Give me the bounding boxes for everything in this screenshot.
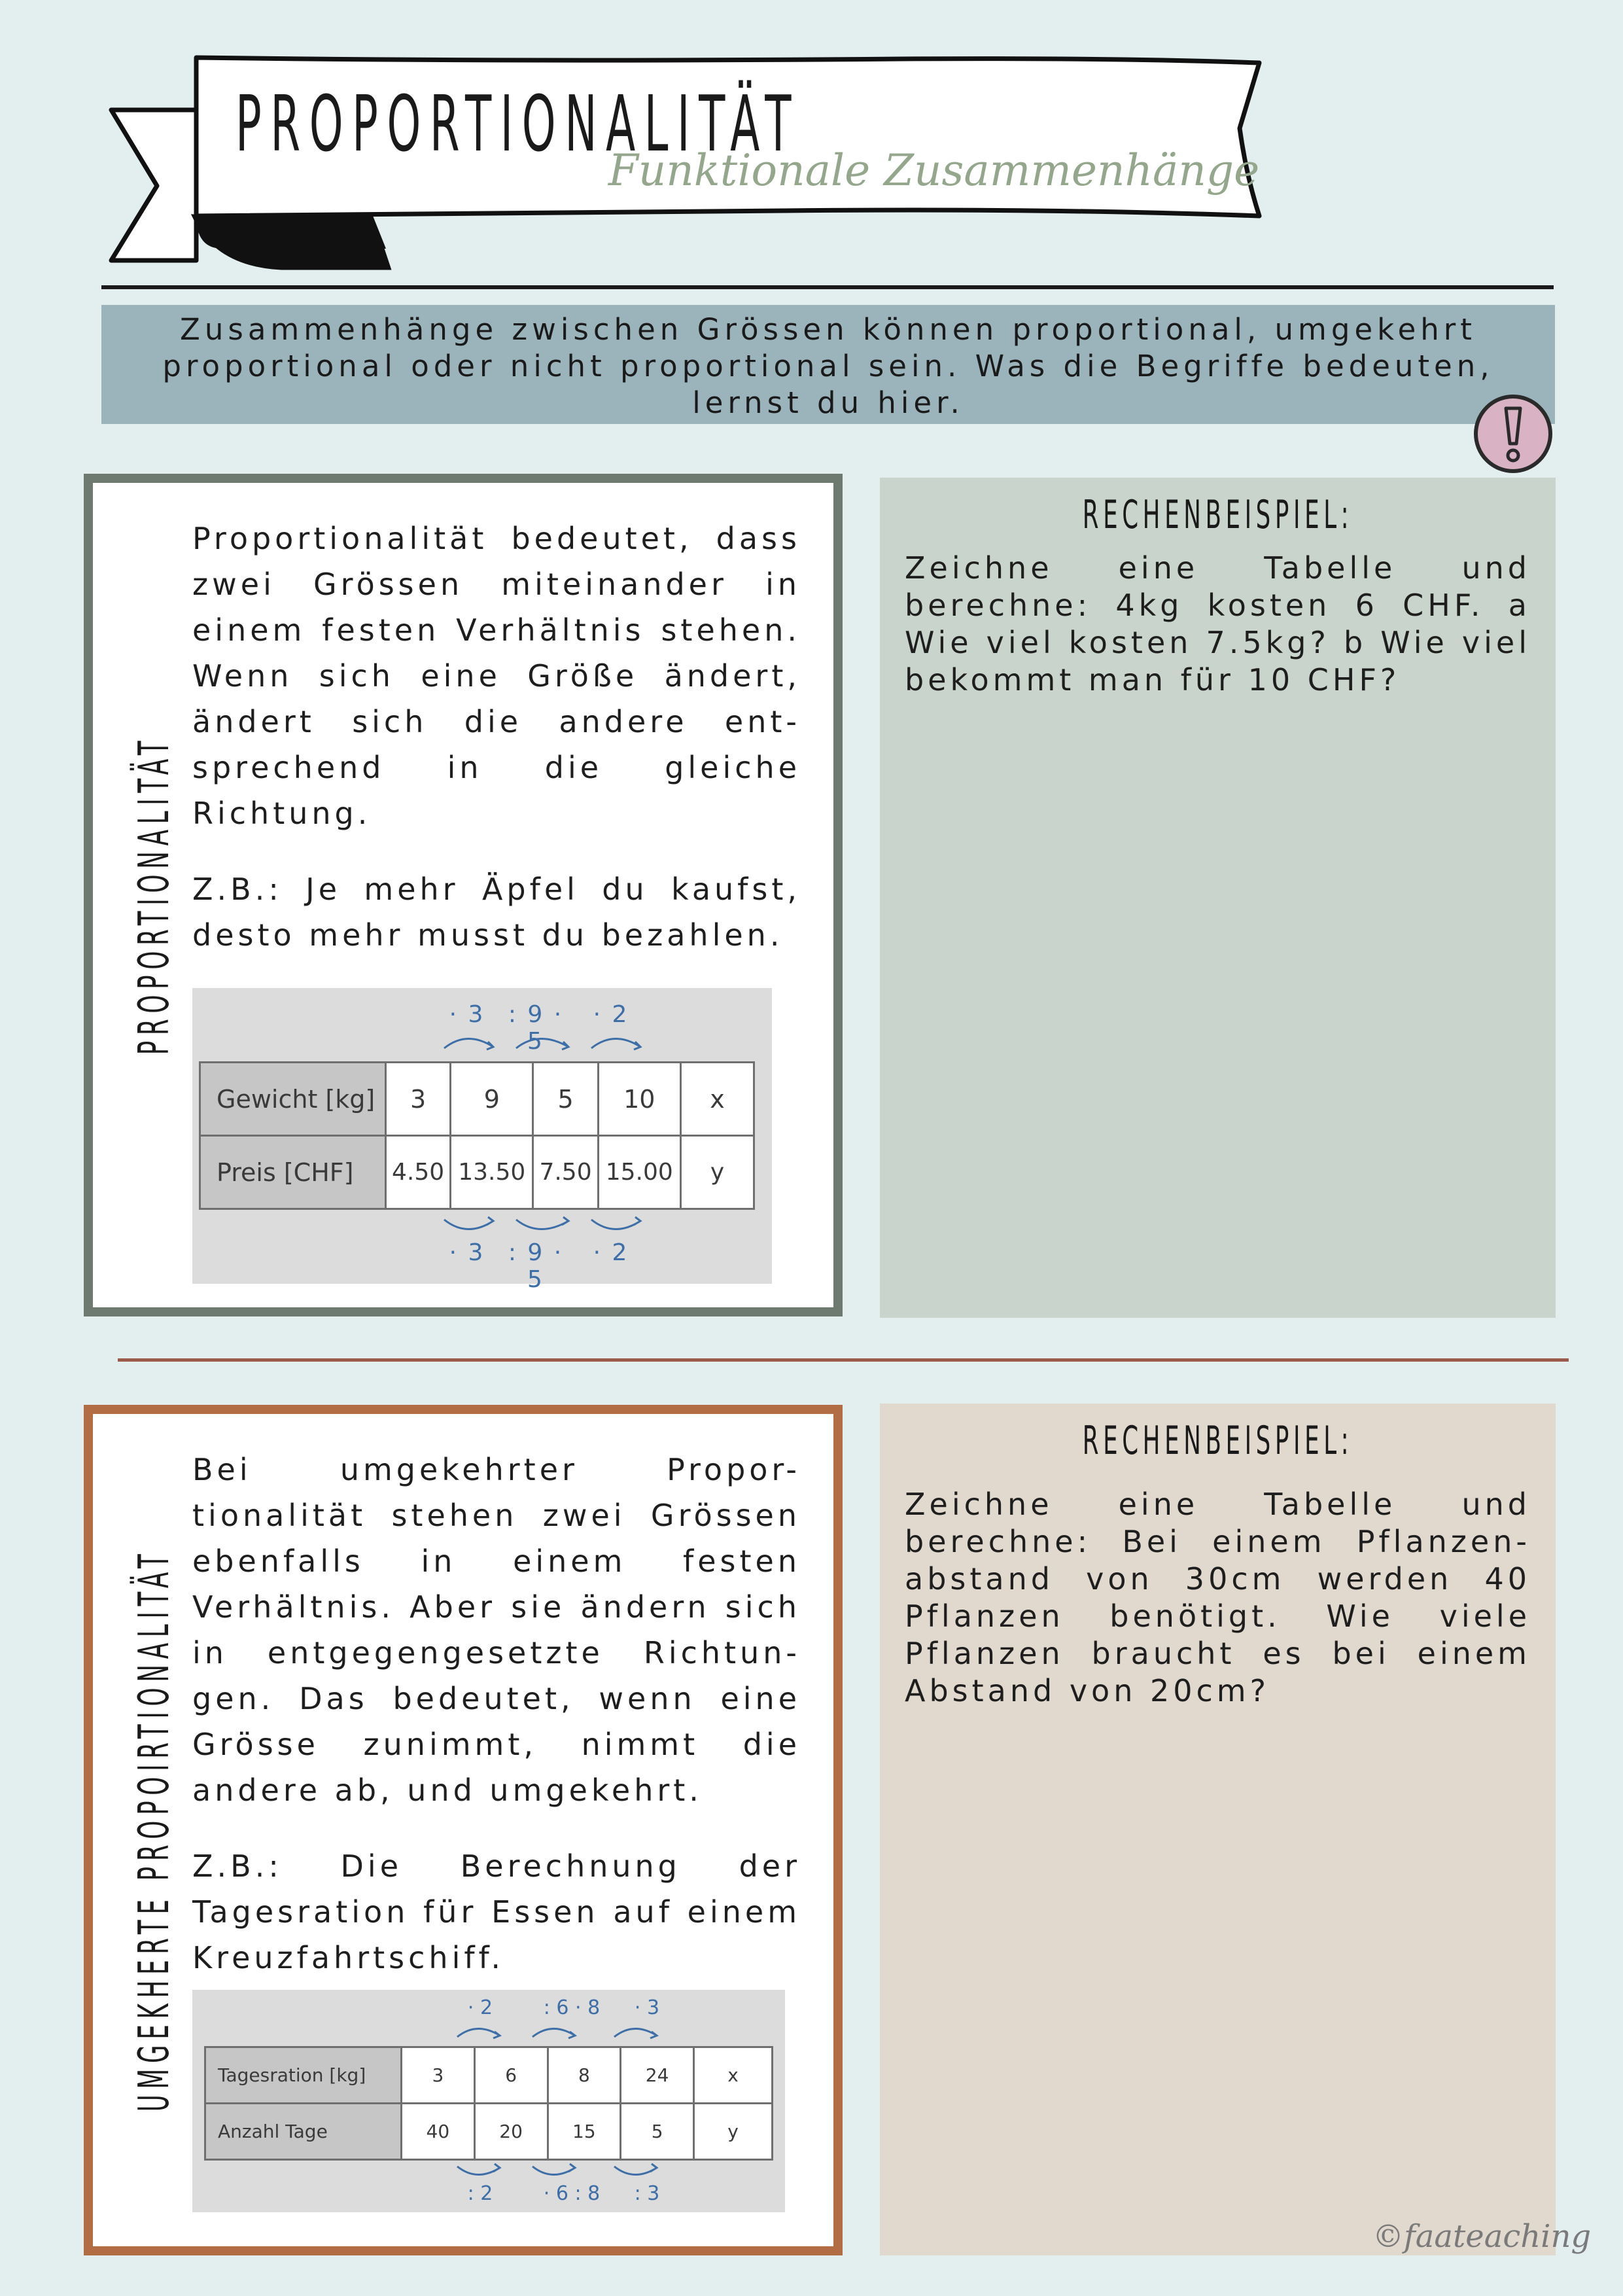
page-title: PROPORTIONALITÄT [236,79,801,169]
proportionality-card [84,474,843,1316]
op-label: : 6 · 8 [543,1996,601,2019]
table-cell: x [681,1063,754,1136]
table-cell: 3 [386,1063,451,1136]
definition-paragraph: Bei umgekehrter Propor-tionalität stehen zwei Grössen ebenfalls in einem festen Verhältnis. Aber sie ändern sich in entgegengesetzte Richtun-gen. Das bedeutet, wenn eine Grösse zunimmt, nimmt die andere ab, und umgekehrt. [192,1452,801,1808]
row-label: Anzahl Tage [205,2104,402,2160]
copyright: ©faateaching [1372,2218,1592,2255]
arrow-arcs [441,1027,650,1053]
arrow-arcs [454,2019,676,2042]
table-cell: 5 [621,2104,694,2160]
table-cell: 20 [474,2104,548,2160]
table-cell: 24 [621,2047,694,2104]
side-label-text: UMGEKHERTE PROPOIRTIONALITÄT [130,1548,179,2112]
ops-top [192,988,772,1053]
row-label: Gewicht [kg] [200,1063,386,1136]
table-cell: 15.00 [598,1136,680,1209]
arrow-arcs [454,2163,676,2182]
example-paragraph: Z.B.: Je mehr Äpfel du kaufst, desto mehr musst du bezahlen. [192,872,801,953]
table-cell: 15 [548,2104,621,2160]
divider [101,285,1554,289]
example-paragraph: Z.B.: Die Berechnung der Tagesration für Essen auf einem Kreuzfahrtschiff. [192,1848,801,1975]
op-label: · 2 [593,1239,629,1266]
exercise-text: Zeichne eine Tabelle und berechne: Bei einem Pflanzen-abstand von 30cm werden 40 Pflanzen benötigt. Wie viele Pflanzen braucht es bei einem Abstand von 20cm? [905,1487,1531,1708]
side-label-text: PROPORTIONALITÄT [130,735,179,1055]
table-cell: 5 [533,1063,598,1136]
op-label: : 3 [634,2182,660,2205]
op-label: : 2 [467,2182,493,2205]
table-cell: y [694,2104,773,2160]
op-label: : 9 · 5 [508,1239,564,1293]
intro-box [101,305,1555,424]
table-cell: 8 [548,2047,621,2104]
exercise-title: RECHENBEISPIEL: [1082,492,1353,538]
op-label: · 2 [467,1996,493,2019]
table-image [192,988,772,1293]
exercise-title: RECHENBEISPIEL: [1082,1418,1353,1464]
row-label: Preis [CHF] [200,1136,386,1209]
definition-paragraph: Proportionalität bedeutet, dass zwei Grössen miteinander in einem festen Verhältnis stehen. Wenn sich eine Größe ändert, ändert sich die andere ent-sprechend in die gleiche Richtung. [192,521,801,831]
card-text [192,1447,801,1981]
table-cell: 9 [451,1063,533,1136]
op-label: · 3 [449,1239,485,1266]
exercise-panel [880,1404,1556,2255]
data-table [204,2046,773,2161]
op-label: · 3 [449,1001,485,1028]
ops-bottom [192,1214,772,1293]
table-cell: 40 [402,2104,475,2160]
title-banner [0,0,1623,288]
divider [118,1358,1569,1362]
arrow-arcs [441,1214,650,1241]
intro-text: Zusammenhänge zwischen Grössen können proportional, umgekehrt proportional oder nicht proportional sein. Was die Begriffe bedeuten, lernst du hier. [162,312,1494,420]
card-text [192,516,801,958]
table-cell: y [681,1136,754,1209]
table-cell: 4.50 [386,1136,451,1209]
side-label [102,1405,207,2255]
exercise-panel [880,478,1556,1318]
op-label: · 2 [593,1001,629,1028]
table-cell: 6 [474,2047,548,2104]
op-label: : 9 · 5 [508,1001,564,1055]
table-image [192,1990,785,2212]
page-subtitle: Funktionale Zusammenhänge [608,145,1260,196]
table-cell: 3 [402,2047,475,2104]
data-table [199,1061,755,1210]
table-cell: 10 [598,1063,680,1136]
side-label [102,470,207,1320]
table-cell: 7.50 [533,1136,598,1209]
table-cell: x [694,2047,773,2104]
inverse-proportionality-card [84,1405,843,2255]
row-label: Tagesration [kg] [205,2047,402,2104]
exercise-text: Zeichne eine Tabelle und berechne: 4kg kosten 6 CHF. a Wie viel kosten 7.5kg? b Wie viel bekommt man für 10 CHF? [905,550,1531,698]
exclamation-circle-icon [1472,393,1554,475]
op-label: · 3 [634,1996,660,2019]
op-label: · 6 : 8 [543,2182,601,2205]
table-cell: 13.50 [451,1136,533,1209]
